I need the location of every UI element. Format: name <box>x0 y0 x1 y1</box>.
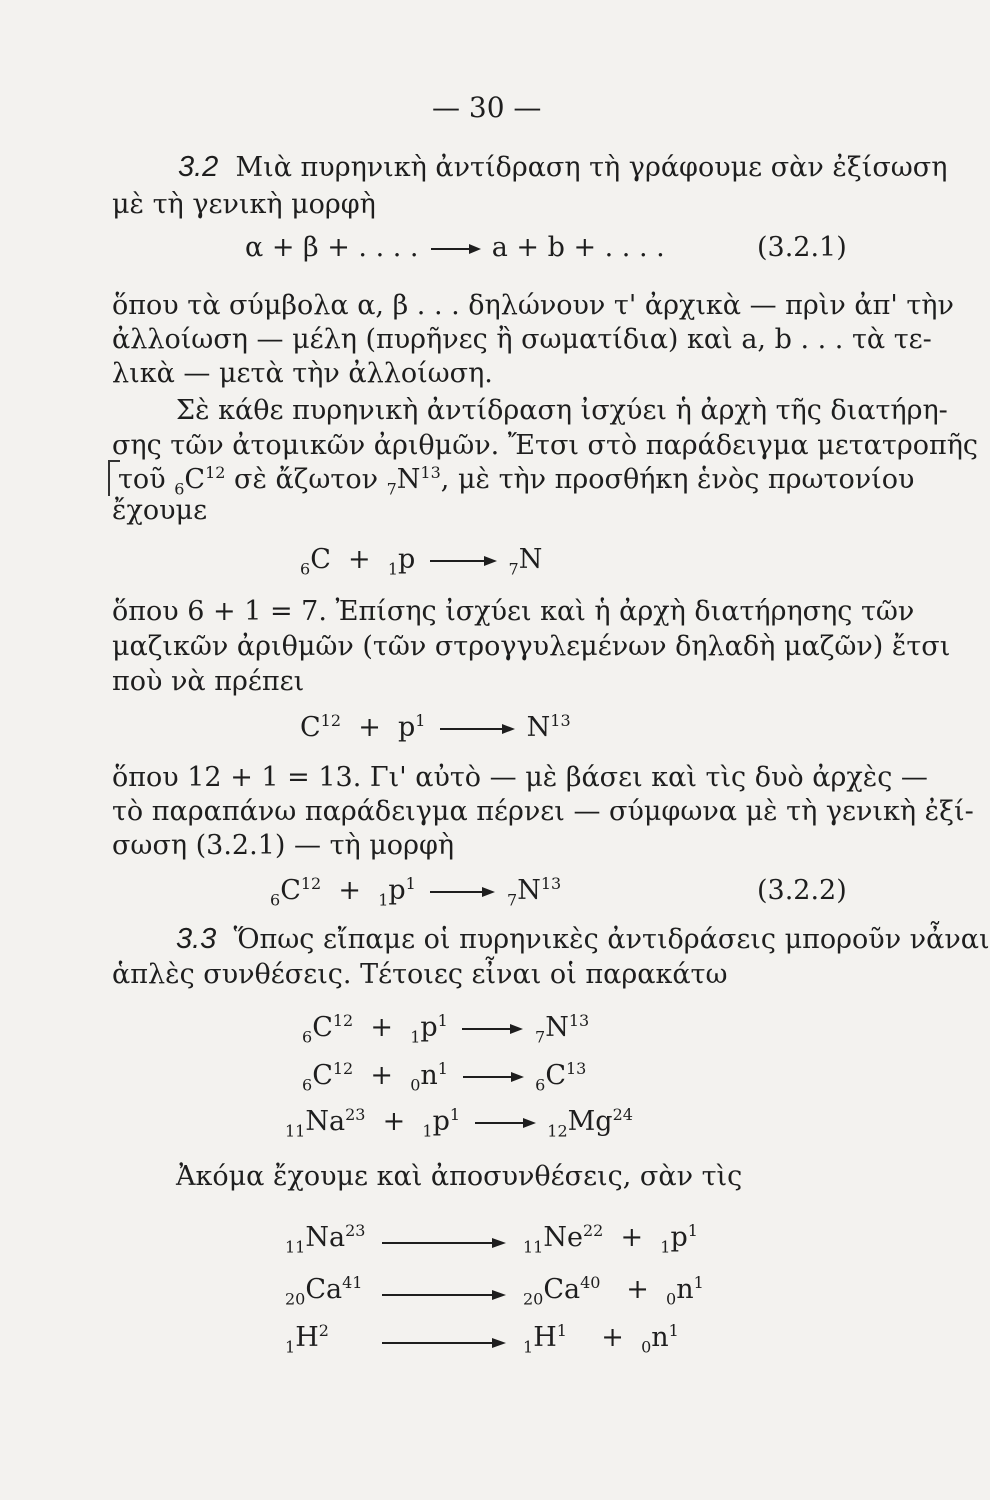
arrow-icon <box>382 1336 510 1350</box>
atomic-number: 0 <box>666 1289 677 1309</box>
section-number: 3.3 <box>176 923 217 955</box>
atomic-number: 0 <box>641 1337 652 1357</box>
element-symbol: Na <box>305 1222 346 1253</box>
section-number: 3.2 <box>178 151 219 183</box>
element-symbol: Ne <box>543 1222 583 1253</box>
atomic-number: 7 <box>508 559 519 579</box>
arrow-icon <box>469 1116 539 1130</box>
equation <box>302 1011 590 1047</box>
arrow-icon <box>382 1288 510 1302</box>
paragraph-line <box>178 150 947 185</box>
text-fragment: τοῦ <box>118 464 166 495</box>
mass-number: 12 <box>300 874 322 893</box>
atomic-number: 20 <box>285 1289 306 1309</box>
text-line: τὸ παραπάνω παράδειγμα πέρνει — σύμφωνα μὲ τὴ γενικὴ ἐξί- <box>112 796 974 827</box>
text-line: σης τῶν ἀτομικῶν ἀριθμῶν. Ἔτσι στὸ παράδειγμα μετατροπῆς <box>112 430 978 461</box>
mass-number: 1 <box>437 1059 448 1078</box>
element-symbol: N <box>517 875 541 906</box>
text-line: ἁπλὲς συνθέσεις. Τέτοιες εἶναι οἱ παρακάτω <box>112 959 728 990</box>
mass-number: 1 <box>405 874 416 893</box>
equation-rhs <box>523 1273 704 1309</box>
equation-number: (3.2.2) <box>757 875 847 906</box>
text-fragment: , μὲ τὴν προσθήκη ἑνὸς πρωτονίου <box>440 464 915 495</box>
plus-sign: + <box>370 1012 394 1043</box>
text-line: λικὰ — μετὰ τὴν ἀλλοίωση. <box>112 358 493 389</box>
mass-number: 1 <box>556 1321 567 1340</box>
mass-number: 1 <box>415 711 426 730</box>
atomic-number: 11 <box>285 1121 306 1141</box>
text-line: ποὺ νὰ πρέπει <box>112 666 305 697</box>
mass-number: 24 <box>612 1105 633 1124</box>
element-symbol: p <box>398 712 416 743</box>
text-line: ἀλλοίωση — μέλη (πυρῆνες ἢ σωματίδια) καὶ a, b . . . τὰ τε- <box>112 324 932 355</box>
mass-number: 13 <box>566 1059 587 1078</box>
arrow-icon <box>457 1070 527 1084</box>
element-symbol: Ca <box>305 1274 343 1305</box>
atomic-number: 1 <box>422 1121 433 1141</box>
page-number: — 30 — <box>432 91 542 124</box>
plus-sign: + <box>338 875 362 906</box>
plus-sign: + <box>382 1106 406 1137</box>
element-symbol: p <box>420 1012 438 1043</box>
plus-sign: + <box>370 1060 394 1091</box>
arrow-icon <box>434 722 518 736</box>
element-symbol: p <box>670 1222 688 1253</box>
element-symbol: Mg <box>567 1106 613 1137</box>
element-symbol: p <box>432 1106 450 1137</box>
mass-number: 1 <box>668 1321 679 1340</box>
equation-lhs <box>285 1221 366 1257</box>
plus-sign: + <box>348 544 371 575</box>
element-symbol: n <box>420 1060 438 1091</box>
atomic-number: 6 <box>302 1027 313 1047</box>
atomic-number: 7 <box>507 890 518 910</box>
atomic-number: 6 <box>270 890 281 910</box>
equation <box>302 1059 587 1095</box>
element-symbol: p <box>388 875 406 906</box>
mass-number: 1 <box>687 1221 698 1240</box>
equation-lhs <box>285 1321 329 1357</box>
text-line: μαζικῶν ἀριθμῶν (τῶν στρογγυλεμένων δηλαδὴ μαζῶν) ἔτσι <box>112 631 951 662</box>
atomic-number: 6 <box>302 1075 313 1095</box>
element-symbol: C <box>280 875 301 906</box>
text-line: μὲ τὴ γενικὴ μορφὴ <box>112 189 376 220</box>
plus-sign: + <box>620 1222 644 1253</box>
atomic-number: 11 <box>285 1237 306 1257</box>
equation-rhs: a + b + . . . . <box>491 232 665 263</box>
element-symbol: n <box>676 1274 694 1305</box>
element-symbol: H <box>295 1322 319 1353</box>
text-line: Σὲ κάθε πυρηνικὴ ἀντίδραση ἰσχύει ἡ ἀρχὴ τῆς διατήρη- <box>176 395 948 426</box>
element-symbol: H <box>533 1322 557 1353</box>
element-symbol: Ca <box>543 1274 581 1305</box>
atomic-number: 7 <box>535 1027 546 1047</box>
mass-number: 12 <box>332 1011 354 1030</box>
atomic-number: 1 <box>523 1337 534 1357</box>
mass-number: 23 <box>345 1105 366 1124</box>
mass-number: 40 <box>580 1273 601 1292</box>
atomic-number: 6 <box>174 479 185 499</box>
equation-lhs <box>285 1273 363 1309</box>
text-line: σωση (3.2.1) — τὴ μορφὴ <box>112 830 455 861</box>
plus-sign: + <box>601 1322 624 1353</box>
element-symbol: N <box>518 544 543 575</box>
element-symbol: C <box>184 464 206 495</box>
arrow-icon <box>424 554 500 568</box>
element-symbol: C <box>312 1060 333 1091</box>
mass-number: 22 <box>582 1221 604 1240</box>
mass-number: 13 <box>568 1011 590 1030</box>
text-line: Ὅπως εἴπαμε οἱ πυρηνικὲς ἀντιδράσεις μποροῦν νἆναι <box>233 924 990 955</box>
element-symbol: C <box>545 1060 566 1091</box>
mass-number: 1 <box>449 1105 461 1124</box>
mass-number: 12 <box>320 711 342 730</box>
plus-sign: + <box>626 1274 649 1305</box>
mass-number: 41 <box>342 1273 363 1292</box>
atomic-number: 1 <box>410 1027 421 1047</box>
equation-number: (3.2.1) <box>757 232 847 263</box>
text-line: ἔχουμε <box>112 495 208 526</box>
text-fragment: σὲ ἄζωτον <box>234 464 379 495</box>
text-line <box>118 463 914 497</box>
equation-lhs: α + β + . . . . <box>245 232 419 263</box>
arrow-icon <box>424 885 498 899</box>
equation-3-2-1 <box>245 232 665 263</box>
equation <box>285 1105 633 1141</box>
arrow-icon <box>382 1236 510 1250</box>
atomic-number: 11 <box>523 1237 544 1257</box>
element-symbol: C <box>310 544 331 575</box>
text-line: ὅπου τὰ σύμβολα α, β . . . δηλώνουν τ' ἀρχικὰ — πρὶν ἀπ' τὴν <box>112 290 954 321</box>
equation-rhs <box>523 1321 679 1357</box>
element-symbol: n <box>651 1322 669 1353</box>
mass-number: 1 <box>693 1273 704 1292</box>
atomic-number: 6 <box>535 1075 546 1095</box>
arrow-icon <box>427 242 483 256</box>
atomic-number: 6 <box>300 559 311 579</box>
atomic-number: 1 <box>285 1337 296 1357</box>
atomic-number: 1 <box>660 1237 671 1257</box>
element-symbol: p <box>398 544 416 575</box>
atomic-number: 12 <box>547 1121 568 1141</box>
text-line: ὅπου 12 + 1 = 13. Γι' αὐτὸ — μὲ βάσει καὶ τὶς δυὸ ἀρχὲς — <box>112 762 928 793</box>
equation <box>300 712 571 743</box>
text-line: Μιὰ πυρηνικὴ ἀντίδραση τὴ γράφουμε σὰν ἐξίσωση <box>235 152 948 183</box>
mass-number: 1 <box>437 1011 448 1030</box>
mass-number: 12 <box>332 1059 354 1078</box>
mass-number: 13 <box>420 463 441 482</box>
equation-rhs <box>523 1221 698 1257</box>
element-symbol: C <box>312 1012 333 1043</box>
mass-number: 13 <box>540 874 562 893</box>
element-symbol: N <box>545 1012 569 1043</box>
element-symbol: Na <box>305 1106 346 1137</box>
paragraph-line <box>176 922 990 957</box>
atomic-number: 0 <box>410 1075 421 1095</box>
element-symbol: C <box>300 712 321 743</box>
element-symbol: N <box>396 464 421 495</box>
mass-number: 13 <box>550 711 571 730</box>
text-line: Ἀκόμα ἔχουμε καὶ ἀποσυνθέσεις, σὰν τὶς <box>176 1161 743 1192</box>
mass-number: 12 <box>205 463 226 482</box>
atomic-number: 7 <box>386 479 397 499</box>
atomic-number: 1 <box>378 890 389 910</box>
atomic-number: 20 <box>523 1289 544 1309</box>
plus-sign: + <box>358 712 381 743</box>
text-line: ὅπου 6 + 1 = 7. Ἐπίσης ἰσχύει καὶ ἡ ἀρχὴ διατήρησης τῶν <box>112 596 915 627</box>
mass-number: 23 <box>345 1221 366 1240</box>
equation <box>300 544 543 579</box>
atomic-number: 1 <box>387 559 399 579</box>
arrow-icon <box>456 1022 526 1036</box>
element-symbol: N <box>526 712 551 743</box>
equation-3-2-2 <box>270 874 562 910</box>
mass-number: 2 <box>318 1321 329 1340</box>
